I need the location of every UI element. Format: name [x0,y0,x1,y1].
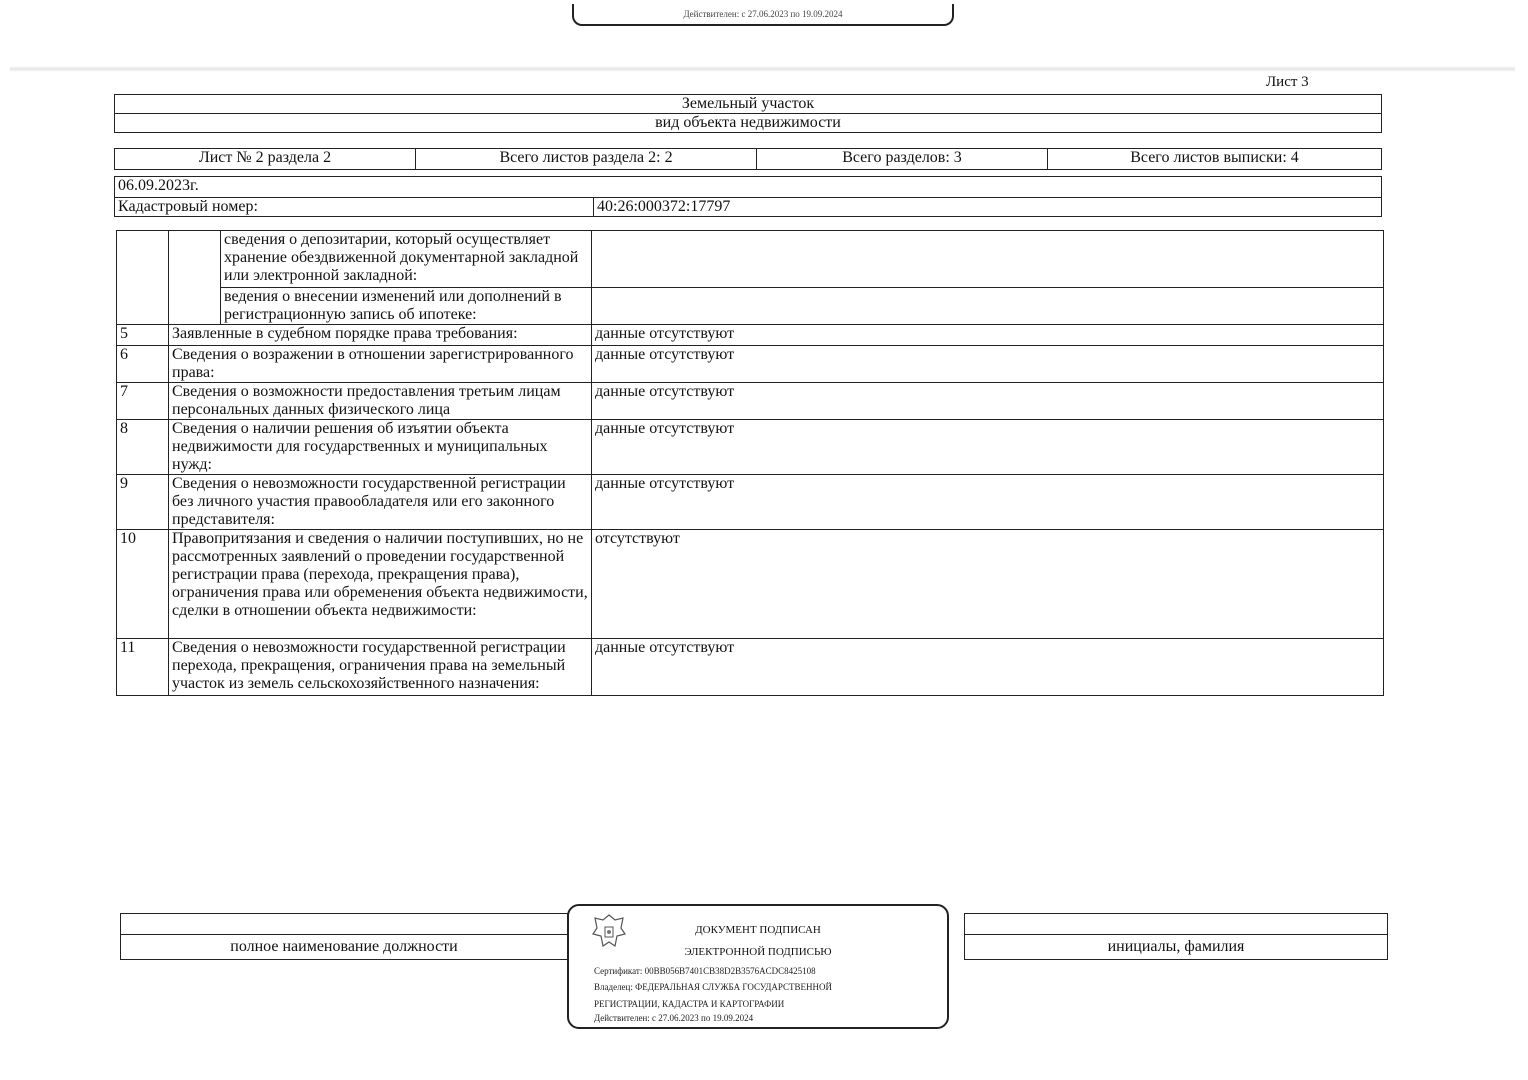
sub-row-value [592,231,1384,288]
sub-row-label: ведения о внесении изменений или дополнений в регистрационную запись об ипотеке: [221,288,592,325]
top-signature-stamp [572,4,954,26]
total-sheets-extract: Всего листов выписки: 4 [1048,149,1382,170]
sub-row [117,288,1384,325]
row-number: 5 [117,325,169,346]
row-number: 6 [117,346,169,383]
row-value: данные отсутствуют [592,475,1384,530]
object-type-table [114,94,1382,133]
total-sheets-section: Всего листов раздела 2: 2 [416,149,757,170]
row-label: Сведения о невозможности государственной регистрации перехода, прекращения, ограничения права на земельный участок из земель сельскохозяйственного назначения: [169,639,592,696]
stamp-owner-2: РЕГИСТРАЦИИ, КАДАСТРА И КАРТОГРАФИИ [594,999,785,1009]
row-value: данные отсутствуют [592,420,1384,475]
total-sections: Всего разделов: 3 [757,149,1048,170]
sub-row [117,231,1384,288]
scan-fold-line [10,66,1515,72]
row-number: 9 [117,475,169,530]
table-row [117,639,1384,696]
row-number: 11 [117,639,169,696]
section-rows-table [116,230,1384,696]
row-label: Сведения о возможности предоставления третьим лицам персональных данных физического лица [169,383,592,420]
row-indent [169,231,221,325]
object-type: Земельный участок [115,95,1382,114]
name-line [965,914,1388,935]
table-row [117,325,1384,346]
row-value: данные отсутствуют [592,346,1384,383]
row-label: Сведения о невозможности государственной регистрации без личного участия правообладателя или его законного представителя: [169,475,592,530]
extract-date: 06.09.2023г. [115,177,1382,198]
cadastral-table [114,176,1382,217]
stamp-owner-1: Владелец: ФЕДЕРАЛЬНАЯ СЛУЖБА ГОСУДАРСТВЕННОЙ [594,982,833,992]
object-type-caption: вид объекта недвижимости [115,114,1382,133]
row-number: 10 [117,530,169,639]
row-value: данные отсутствуют [592,383,1384,420]
position-caption: полное наименование должности [121,935,568,960]
stamp-subtitle: ЭЛЕКТРОННОЙ ПОДПИСЬЮ [684,946,832,958]
sheet-of-section: Лист № 2 раздела 2 [115,149,416,170]
name-caption: инициалы, фамилия [965,935,1388,960]
table-row [117,530,1384,639]
sheet-label: Лист 3 [1266,74,1309,90]
table-row [117,475,1384,530]
row-value: отсутствуют [592,530,1384,639]
stamp-validity: Действителен: с 27.06.2023 по 19.09.2024 [594,1013,754,1023]
row-label: Правопритязания и сведения о наличии поступивших, но не рассмотренных заявлений о проведении государственной регистрации права (перехода, прекращения права), ограничения права или обременения объекта недвижимости, сделки в отношении объекта недвижимости: [169,530,592,639]
row-number: 8 [117,420,169,475]
table-row [117,383,1384,420]
cadastral-label: Кадастровый номер: [115,198,594,217]
row-label: Заявленные в судебном порядке права требования: [169,325,592,346]
table-row [117,346,1384,383]
row-label: Сведения о возражении в отношении зарегистрированного права: [169,346,592,383]
electronic-signature-stamp [567,904,949,1029]
cadastral-number: 40:26:000372:17797 [594,198,1382,217]
sub-row-label: сведения о депозитарии, который осуществляет хранение обездвиженной документарной закладной или электронной закладной: [221,231,592,288]
sheet-counts-table [114,148,1382,170]
row-label: Сведения о наличии решения об изъятии объекта недвижимости для государственных и муниципальных нужд: [169,420,592,475]
table-row [117,420,1384,475]
stamp-title: ДОКУМЕНТ ПОДПИСАН [695,924,821,936]
position-line [121,914,568,935]
stamp-certificate: Сертификат: 00BB056B7401CB38D2B3576ACDC8425108 [594,966,816,976]
row-value: данные отсутствуют [592,325,1384,346]
row-number [117,231,169,325]
row-number: 7 [117,383,169,420]
top-stamp-validity: Действителен: с 27.06.2023 по 19.09.2024 [683,9,843,19]
sub-row-value [592,288,1384,325]
row-value: данные отсутствуют [592,639,1384,696]
